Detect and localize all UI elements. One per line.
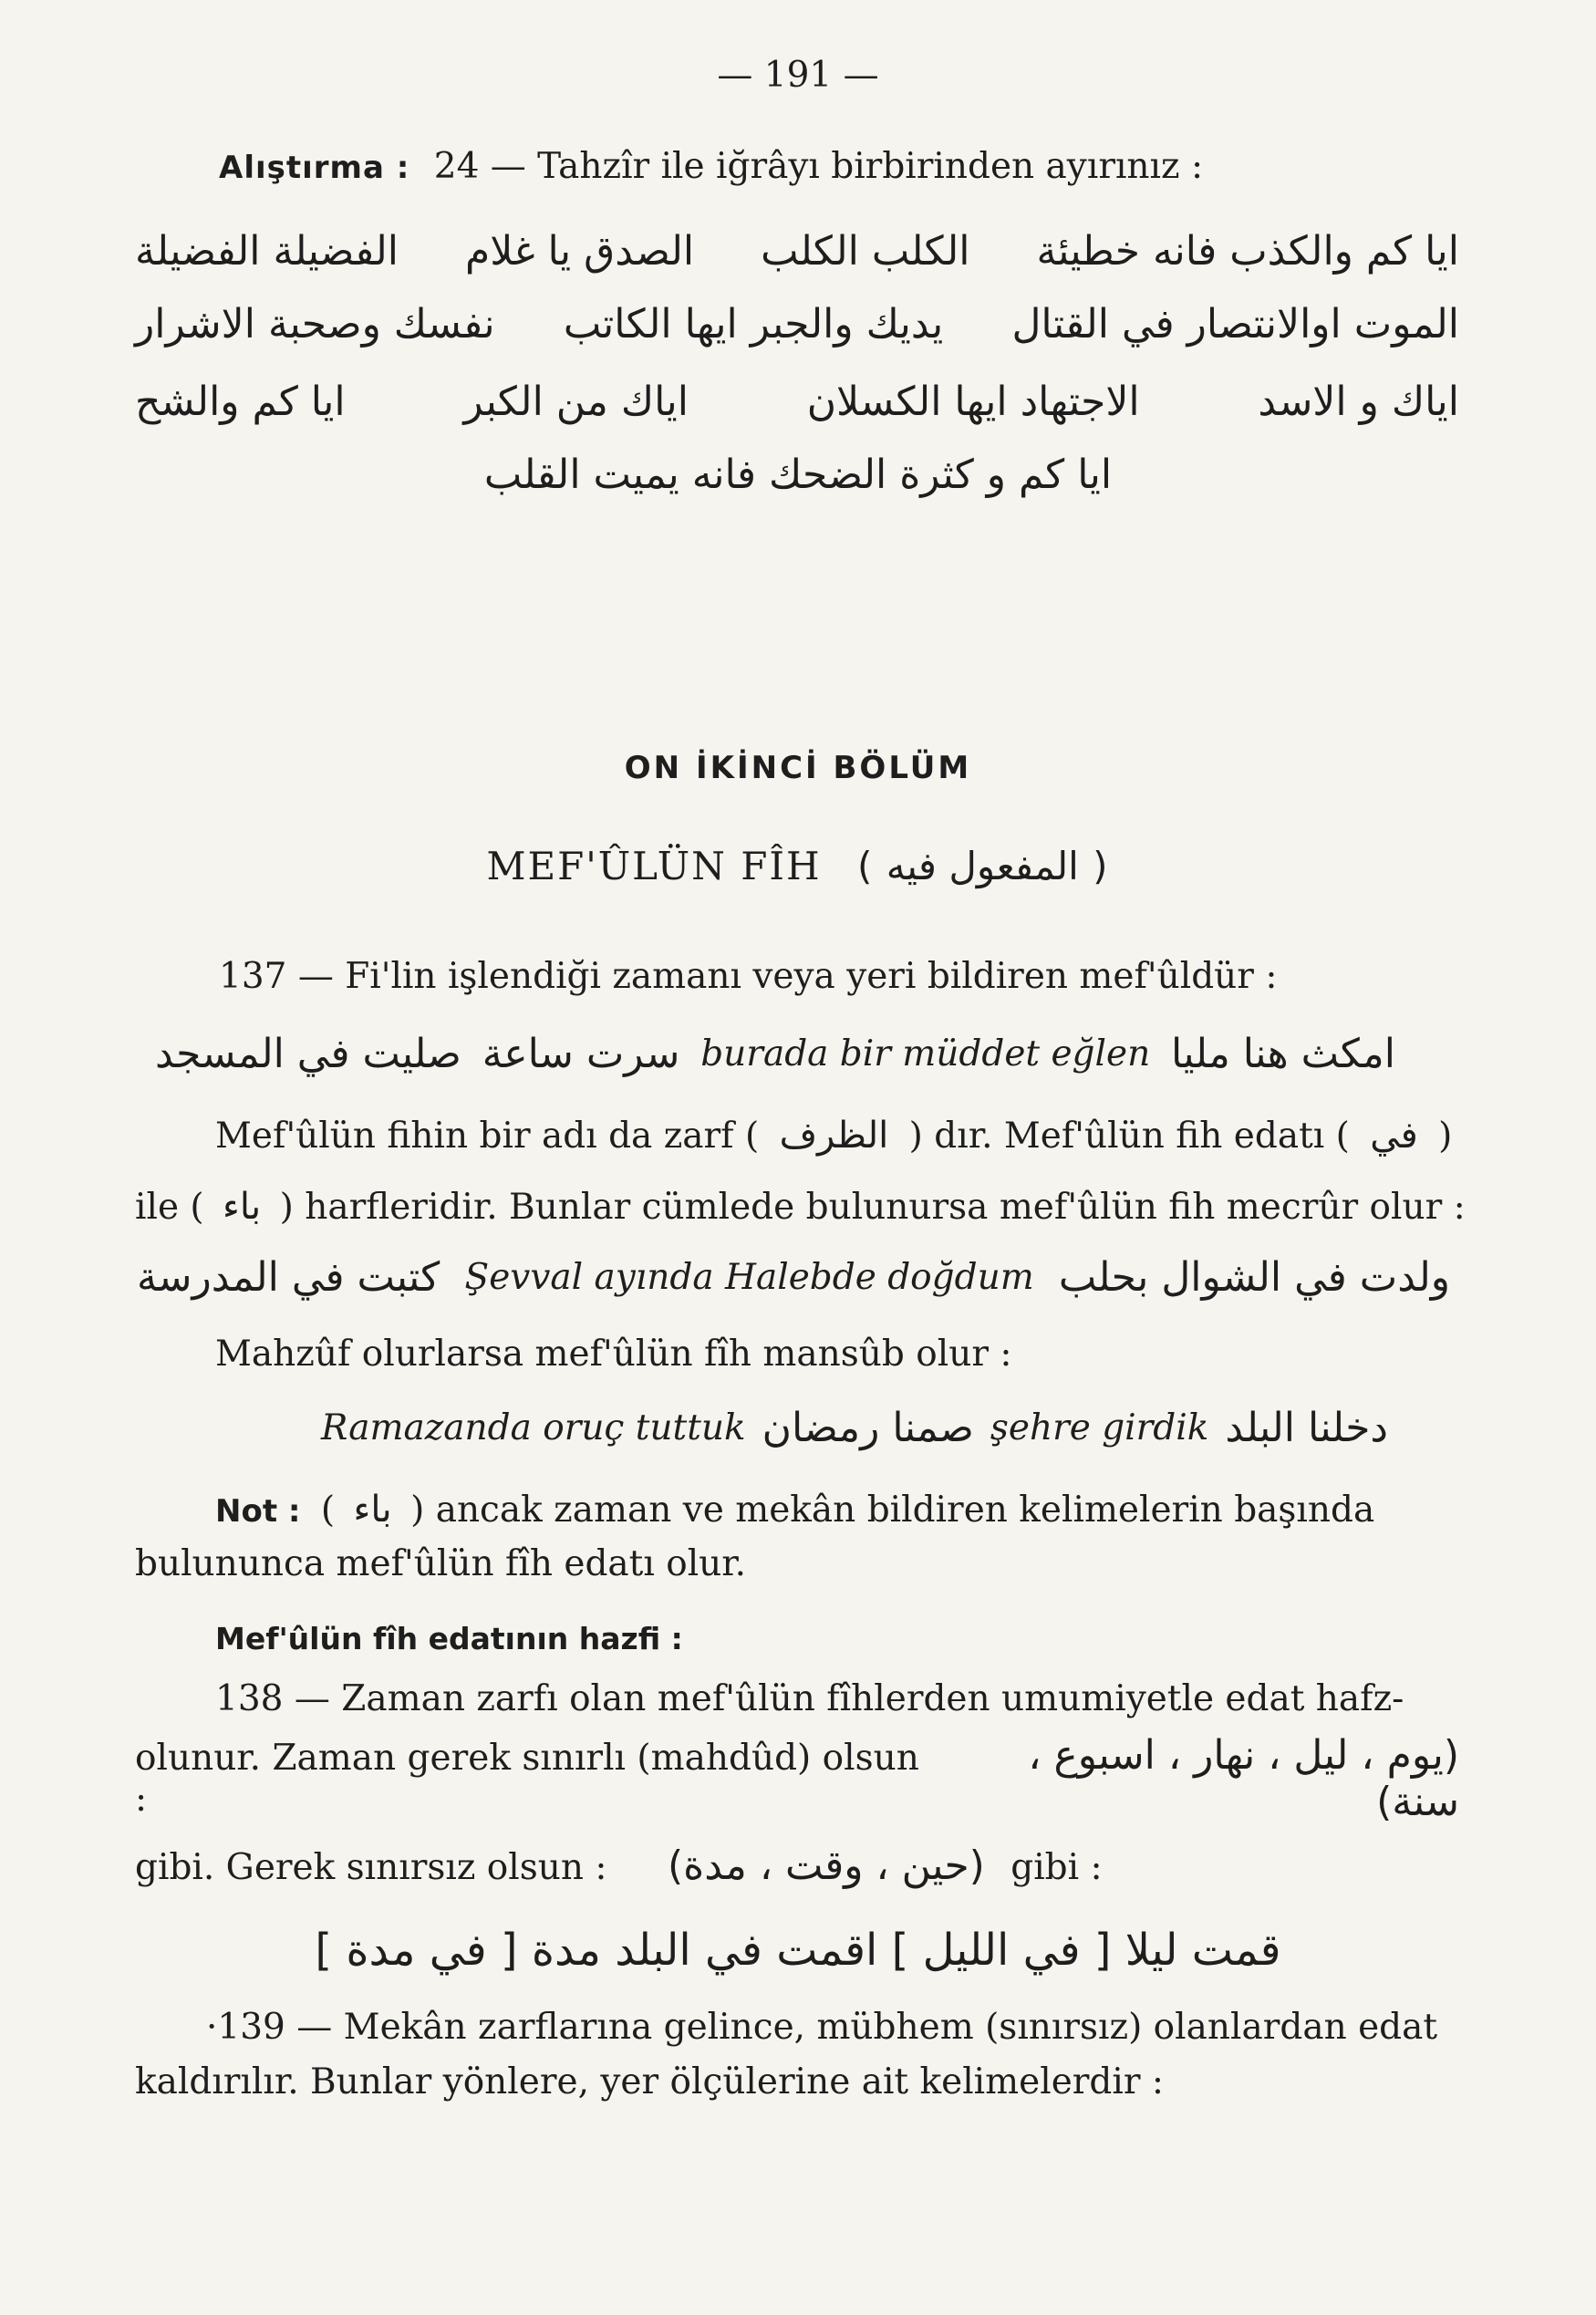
text-fragment: ) harfleridir. Bunlar cümlede bulunursa mef'ûlün fih mecrûr olur : <box>279 1187 1466 1228</box>
exercise-arabic-line-2 <box>135 292 1459 356</box>
arabic-term: باء <box>353 1489 392 1531</box>
arabic-phrase: الفضيلة الفضيلة <box>135 227 399 275</box>
arabic-phrase: الكلب الكلب <box>761 227 970 275</box>
para-139-line-1: ·139 — Mekân zarflarına gelince, mübhem (sınırsız) olanlardan edat <box>206 2007 1438 2048</box>
text-fragment: ) ancak zaman ve mekân bildiren kelimelerin başında <box>410 1490 1375 1531</box>
chapter-title: ON İKİNCİ BÖLÜM <box>624 750 972 786</box>
subheading: Mef'ûlün fîh edatının hazfi : <box>215 1621 683 1656</box>
note-label: Not : <box>215 1493 301 1530</box>
para-139-line-2: kaldırılır. Bunlar yönlere, yer ölçülerine ait kelimelerdir : <box>135 2061 1165 2102</box>
arabic-list: (حين ، وقت ، مدة) <box>667 1843 985 1889</box>
example-arabic: دخلنا البلد <box>1225 1404 1388 1451</box>
exercise-line <box>219 146 1203 187</box>
example-arabic: صليت في المسجد <box>155 1030 461 1077</box>
exercise-arabic-line-4: ايا كم و كثرة الضحك فانه يميت القلب <box>483 452 1113 498</box>
page-number: — 191 — <box>717 55 879 96</box>
para-137-line-3 <box>135 1186 1466 1228</box>
arabic-phrase: الصدق يا غلام <box>464 227 695 275</box>
arabic-phrase: ايا كم والكذب فانه خطيئة <box>1036 227 1459 275</box>
text-fragment: ile ( <box>135 1187 204 1228</box>
exercise-label: Alıştırma : <box>219 150 410 186</box>
example-arabic: سرت ساعة <box>482 1030 680 1077</box>
arabic-term: الظرف <box>779 1115 889 1157</box>
para-138-line-1: 138 — Zaman zarfı olan mef'ûlün fîhlerden umumiyetle edat hafz- <box>215 1678 1404 1719</box>
exercise-arabic-line-3 <box>135 369 1459 433</box>
example-arabic: صمنا رمضان <box>762 1404 974 1451</box>
text-fragment: gibi. Gerek sınırsız olsun : <box>135 1847 607 1888</box>
section-title <box>0 844 1596 888</box>
note-line-1 <box>215 1489 1374 1531</box>
text-fragment: ) dır. Mef'ûlün fih edatı ( <box>908 1116 1350 1157</box>
para-137-line-4: Mahzûf olurlarsa mef'ûlün fîh mansûb olur : <box>215 1334 1012 1375</box>
text-fragment: ( <box>320 1490 336 1531</box>
arabic-list: (يوم ، ليل ، نهار ، اسبوع ، سنة) <box>1028 1732 1459 1825</box>
para-138-example-arabic: قمت ليلا [ في الليل ] اقمت في البلد مدة [ في مدة ] <box>315 1925 1281 1976</box>
example-arabic: امكث هنا مليا <box>1171 1030 1395 1077</box>
arabic-phrase: اياك من الكبر <box>463 378 689 425</box>
arabic-phrase: الموت اوالانتصار في القتال <box>1011 300 1459 348</box>
text-fragment: olunur. Zaman gerek sınırlı (mahdûd) olsun : <box>135 1738 919 1820</box>
exercise-arabic-line-1 <box>135 219 1459 283</box>
para-138-line-2 <box>135 1732 1459 1825</box>
example-arabic: كتبت في المدرسة <box>137 1253 440 1301</box>
text-fragment: gibi : <box>1010 1847 1103 1888</box>
note-line-2: bulununca mef'ûlün fîh edatı olur. <box>135 1543 747 1584</box>
para-137-examples-2 <box>137 1245 1450 1309</box>
example-translation: Şevval ayında Halebde doğdum <box>464 1256 1034 1298</box>
section-title-arabic: ( المفعول فيه ) <box>857 844 1110 888</box>
arabic-phrase: نفسك وصحبة الاشرار <box>135 300 495 348</box>
arabic-phrase: الاجتهاد ايها الكسلان <box>806 378 1140 425</box>
arabic-term: باء <box>223 1186 262 1228</box>
para-138-line-3 <box>135 1843 1103 1889</box>
para-137-line-1: 137 — Fi'lin işlendiği zamanı veya yeri bildiren mef'ûldür : <box>219 956 1278 997</box>
exercise-text: 24 — Tahzîr ile iğrâyı birbirinden ayırınız : <box>433 146 1204 187</box>
text-fragment: Mef'ûlün fihin bir adı da zarf ( <box>215 1116 760 1157</box>
arabic-phrase: يديك والجبر ايها الكاتب <box>563 300 944 348</box>
example-translation: burada bir müddet eğlen <box>700 1033 1151 1074</box>
example-translation: Ramazanda oruç tuttuk <box>321 1407 746 1448</box>
arabic-phrase: اياك و الاسد <box>1258 378 1459 425</box>
example-arabic: ولدت في الشوال بحلب <box>1058 1253 1450 1301</box>
example-translation: şehre girdik <box>990 1407 1209 1448</box>
para-137-examples <box>155 1022 1395 1085</box>
arabic-phrase: ايا كم والشح <box>135 378 346 425</box>
para-137-examples-3 <box>321 1396 1388 1459</box>
section-title-text: MEF'ÛLÜN FÎH <box>486 844 822 888</box>
text-fragment: ) <box>1438 1116 1453 1157</box>
arabic-term: في <box>1370 1115 1418 1157</box>
para-137-line-2 <box>215 1115 1452 1157</box>
